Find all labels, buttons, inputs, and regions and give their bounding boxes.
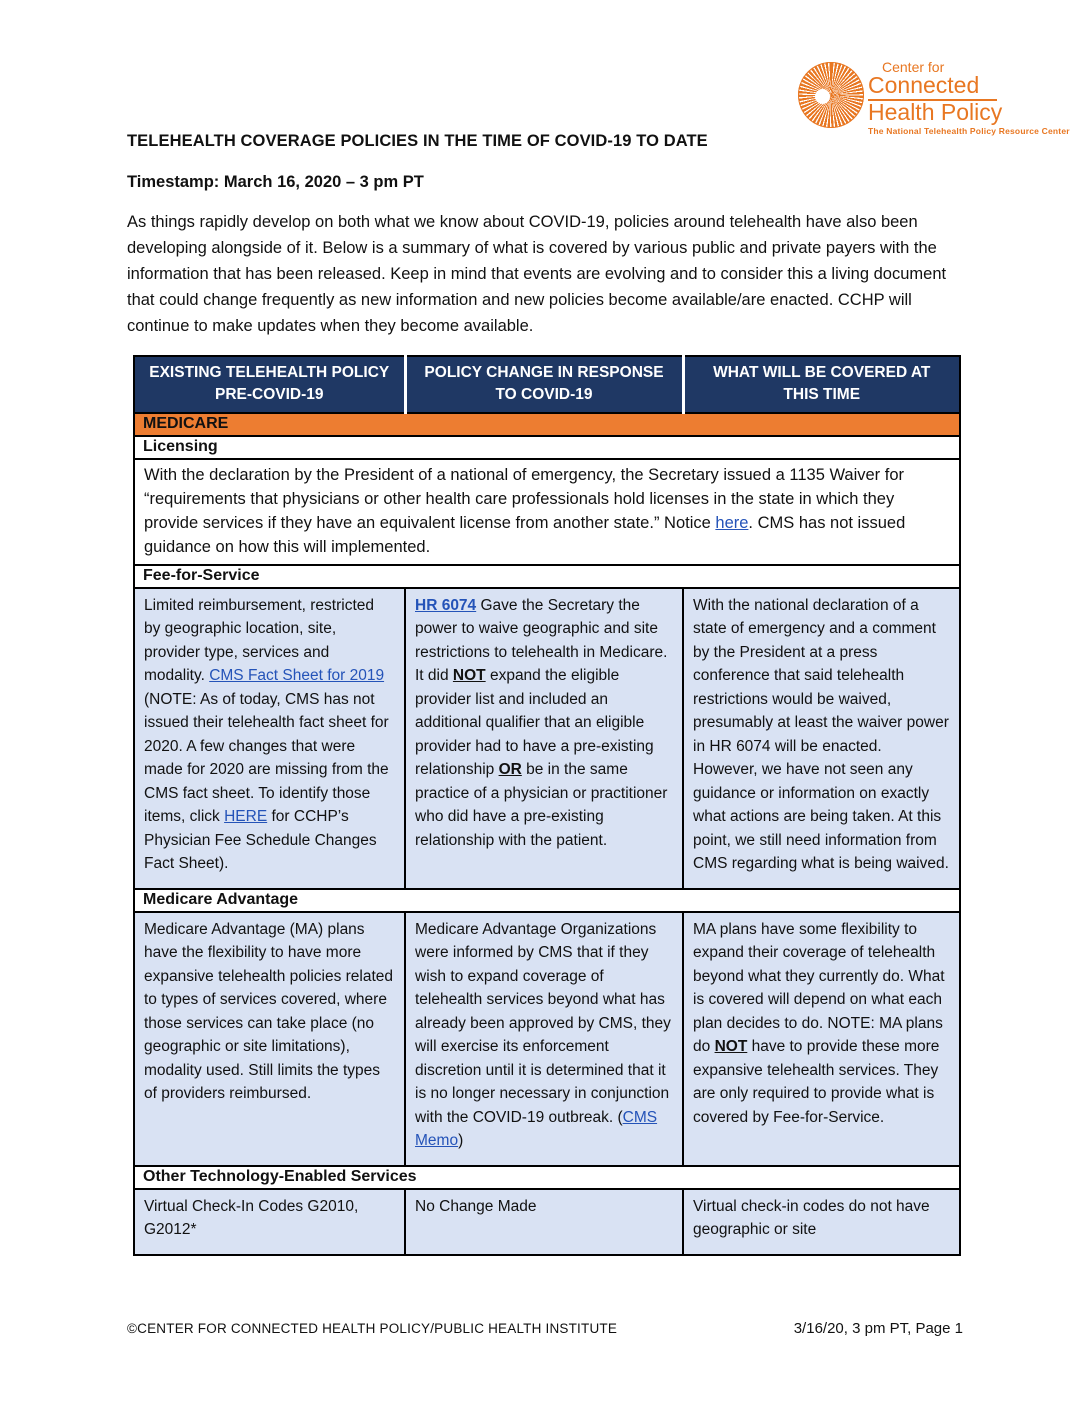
policy-table [133,355,961,1256]
text-segment: With the declaration by the President of a national of emergency, the Secretary issued a 1135 Waiver for “requirements that physicians or other health care professionals hold licenses in the state in which they provide services if they have an equivalent license from another state.” Notice [144,465,905,532]
licensing-header [134,436,960,459]
medicare-advantage-row-cell-1 [134,912,405,1166]
fee-for-service-row [134,588,960,889]
here-link[interactable]: HERE [224,808,268,826]
page-footer [127,1320,963,1337]
text-segment: be in the same practice of a physician or practitioner who did have a pre-existing relationship with the patient. [415,761,668,849]
logo-line-center-for: Center for [882,59,945,75]
column-header-1: EXISTING TELEHEALTH POLICY PRE-COVID-19 [134,356,405,413]
cms-fact-sheet-2019-link[interactable]: CMS Fact Sheet for 2019 [209,667,385,685]
text-segment: ) [458,1132,464,1150]
licensing-header-cell: Licensing [134,436,960,459]
virtual-check-in-row-cell-2 [405,1189,683,1255]
virtual-check-in-row-cell-1 [134,1189,405,1255]
text-segment: MA plans have some flexibility to expand their coverage of telehealth beyond what they currently do. What is covered will depend on what each plan decides to do. NOTE: MA plans do [693,920,945,1056]
text-segment: NOT [714,1038,748,1056]
text-segment: expand the eligible provider list and included an additional qualifier that an eligible provider had to have a pre-existing relationship [415,667,654,779]
text-segment: have to provide these more expansive telehealth services. They are only required to provide what is covered by Fee-for-Service. [693,1038,940,1126]
medicare-advantage-row-cell-2 [405,912,683,1166]
virtual-check-in-row-cell-3 [683,1189,960,1255]
text-segment: Gave the Secretary the power to waive geographic and site restrictions to telehealth in Medicare. It did [415,596,668,685]
column-header-3: WHAT WILL BE COVERED AT THIS TIME [683,356,960,413]
sunburst-logo-icon [798,62,864,128]
timestamp-line: Timestamp: March 16, 2020 – 3 pm PT [127,173,424,191]
text-segment: . CMS has not issued guidance on how this will implemented. [144,513,906,556]
table-row-header [134,356,960,413]
logo-tagline: The National Telehealth Policy Resource Center [868,126,1070,137]
text-segment: OR [498,761,522,779]
fee-for-service-row-cell-3 [683,588,960,889]
text-segment: NOT [452,667,486,685]
column-header-2: POLICY CHANGE IN RESPONSE TO COVID-19 [405,356,683,413]
text-segment: With the national declaration of a state of emergency and a comment by the President at a press conference that said telehealth restrictions would be waived, presumably at least the waiver power in HR 6074 will be enacted. However, we have not seen any guidance or information on exactly what actions are being taken. At this point, we still need information from CMS regarding what is being waived. [693,596,949,873]
text-segment: (NOTE: As of today, CMS has not issued their telehealth fact sheet for 2020. A few changes that were made for 2020 are missing from the CMS fact sheet. To identify those items, click [144,690,389,826]
cchp-logo [798,60,1070,136]
notice-here-link[interactable]: here [715,513,749,532]
text-segment: for CCHP’s Physician Fee Schedule Changes Fact Sheet). [144,808,377,873]
cchp-logo-text [868,60,1070,136]
hr-6074-link[interactable]: HR 6074 [415,596,477,614]
other-tech-services-header [134,1166,960,1189]
medicare-advantage-row [134,912,960,1166]
logo-line-health-policy: Health Policy [868,98,1003,125]
footer-page-info: 3/16/20, 3 pm PT, Page 1 [793,1320,963,1337]
medicare-advantage-row-cell-3 [683,912,960,1166]
other-tech-services-header-cell: Other Technology-Enabled Services [134,1166,960,1189]
medicare-band-cell: MEDICARE [134,413,960,436]
fee-for-service-header [134,565,960,588]
intro-paragraph: As things rapidly develop on both what we know about COVID-19, policies around telehealth have also been developing alongside of it. Below is a summary of what is covered by various public and private payers with the information that has been released. Keep in mind that events are evolving and to consider this a living document that could change frequently as new information and new policies become available/are enacted. CCHP will continue to make updates when they become available. [127,213,947,335]
text-segment: Virtual Check-In Codes G2010, G2012* [144,1197,359,1239]
licensing-text [134,459,960,565]
page-title: TELEHEALTH COVERAGE POLICIES IN THE TIME OF COVID-19 TO DATE [127,132,708,150]
logo-line-connected: Connected [868,74,997,100]
footer-copyright: ©CENTER FOR CONNECTED HEALTH POLICY/PUBLIC HEALTH INSTITUTE [127,1321,618,1336]
text-segment: Medicare Advantage Organizations were informed by CMS that if they wish to expand coverage of telehealth services beyond what has already been approved by CMS, they will exercise its enforcement discretion until it is determined that it is no longer necessary in conjunction with the COVID-19 outbreak. ( [415,920,671,1126]
medicare-advantage-header [134,889,960,912]
text-segment: Medicare Advantage (MA) plans have the flexibility to have more expansive telehealth policies related to types of services covered, where those services can take place (no geographic or site limitations), modality used. Still limits the types of providers reimbursed. [144,920,394,1103]
fee-for-service-row-cell-1 [134,588,405,889]
licensing-text-cell [134,459,960,565]
fee-for-service-row-cell-2 [405,588,683,889]
text-segment: No Change Made [415,1197,537,1215]
cms-memo-link[interactable]: CMS Memo [415,1108,658,1150]
medicare-advantage-header-cell: Medicare Advantage [134,889,960,912]
fee-for-service-header-cell: Fee-for-Service [134,565,960,588]
text-segment: Limited reimbursement, restricted by geographic location, site, provider type, services and modality. [144,596,374,685]
text-segment: Virtual check-in codes do not have geographic or site [693,1197,930,1239]
document-body [127,132,963,1256]
medicare-band [134,413,960,436]
virtual-check-in-row [134,1189,960,1255]
